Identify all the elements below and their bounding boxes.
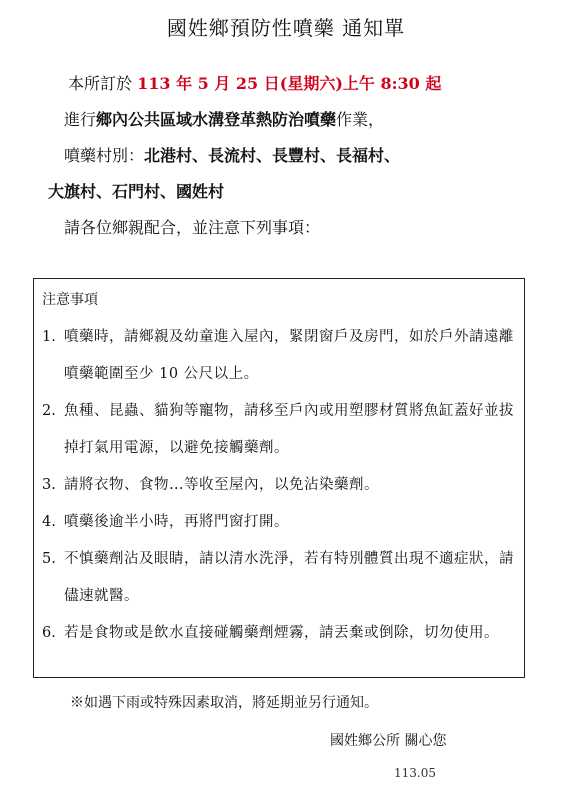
intro-date-prefix: 本所訂於 (68, 74, 138, 93)
notice-item-number: 3. (42, 477, 56, 493)
notice-item-number: 1. (42, 329, 56, 345)
villages-label: 噴藥村別： (64, 146, 145, 165)
spray-activity: 鄉內公共區域水溝登革熱防治噴藥 (96, 110, 337, 129)
intro-villages-line (64, 138, 544, 174)
intro-activity-prefix: 進行 (64, 110, 97, 129)
villages-list-1: 北港村、長流村、長豐村、長福村、 (144, 146, 401, 165)
signature: 國姓鄉公所 關心您 (330, 733, 447, 749)
notice-item (42, 319, 520, 393)
spray-datetime: 113 年 5 月 25 日(星期六)上午 8:30 起 (137, 74, 442, 93)
notice-item (42, 615, 520, 652)
intro-section (48, 66, 544, 246)
villages-list-2: 大旗村、石門村、國姓村 (48, 182, 225, 201)
notice-item (42, 504, 520, 541)
document-date: 113.05 (394, 766, 436, 780)
notice-item-text: 請將衣物、食物…等收至屋內，以免沾染藥劑。 (64, 477, 379, 493)
notice-item-text: 噴藥後逾半小時，再將門窗打開。 (64, 514, 289, 530)
intro-cooperate-line: 請各位鄉親配合，並注意下列事項： (64, 218, 321, 237)
notice-box (33, 278, 525, 678)
notice-item-number: 5. (42, 551, 56, 567)
notice-list (42, 319, 520, 652)
intro-villages-line-2 (48, 174, 544, 210)
notice-item-text: 不慎藥劑沾及眼睛，請以清水洗淨，若有特別體質出現不適症狀，請儘速就醫。 (64, 551, 514, 604)
notice-item (42, 541, 520, 615)
notice-item-number: 6. (42, 625, 56, 641)
intro-activity-suffix: 作業， (336, 110, 385, 129)
notice-item (42, 393, 520, 467)
notice-item-text: 若是食物或是飲水直接碰觸藥劑煙霧，請丟棄或倒除，切勿使用。 (64, 625, 499, 641)
notice-item (42, 467, 520, 504)
cancellation-note: ※如遇下雨或特殊因素取消，將延期並另行通知。 (70, 695, 378, 711)
notice-item-number: 2. (42, 403, 56, 419)
notice-item-text: 魚種、昆蟲、貓狗等寵物，請移至戶內或用塑膠材質將魚缸蓋好並拔掉打氣用電源，以避免接觸藥劑。 (64, 403, 514, 456)
intro-date-line (68, 66, 544, 102)
notice-title: 注意事項 (42, 292, 98, 308)
intro-activity-line (64, 102, 544, 138)
notice-item-number: 4. (42, 514, 56, 530)
page-title: 國姓鄉預防性噴藥 通知單 (166, 16, 406, 40)
notice-item-text: 噴藥時，請鄉親及幼童進入屋內，緊閉窗戶及房門，如於戶外請遠離噴藥範圍至少 10 公尺以上。 (64, 329, 514, 382)
